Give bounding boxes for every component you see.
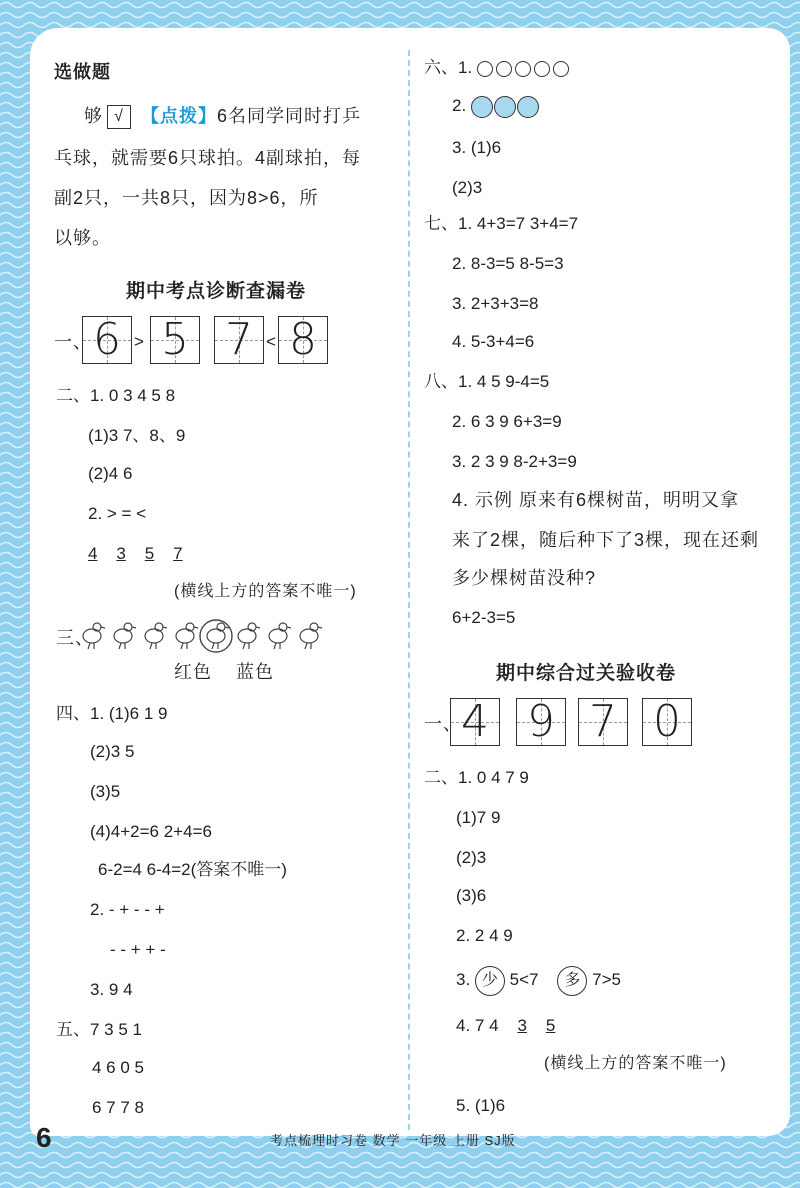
s4-line-4: (4)4+2=6 2+4=6 — [90, 822, 212, 841]
s2-line-4: 2. > = < — [88, 504, 147, 523]
digit: 5 — [161, 314, 189, 365]
s6-line-4: (2)3 — [452, 178, 483, 197]
r2-line-2: (1)7 9 — [456, 808, 501, 827]
s4-line-3: (3)5 — [90, 782, 121, 801]
r2-line-5: 2. 2 4 9 — [456, 926, 513, 945]
bird-icon — [207, 623, 229, 649]
s7-line-4: 4. 5-3+4=6 — [452, 332, 535, 351]
s8-line-3: 3. 2 3 9 8-2+3=9 — [452, 452, 577, 471]
digit: 8 — [289, 314, 317, 365]
digit-box — [278, 316, 328, 364]
compare-sign: > — [134, 332, 144, 351]
digit: 7 — [225, 314, 253, 365]
s6-line-3: 3. (1)6 — [452, 138, 502, 157]
answer-text: 4. 7 4 — [456, 1016, 499, 1035]
digit: 0 — [653, 696, 681, 747]
s2-note: (横线上方的答案不唯一) — [174, 583, 357, 600]
s4-line-2: (2)3 5 — [90, 742, 135, 761]
digit: 7 — [589, 696, 617, 747]
bird-icon — [269, 623, 291, 649]
s8-line-6: 多少棵树苗没种? — [452, 568, 597, 588]
optional-title: 选做题 — [54, 62, 111, 82]
bird-row — [80, 618, 340, 659]
bird-icon — [114, 623, 136, 649]
underlined-answer: 3 — [116, 544, 126, 563]
underlined-answer: 3 — [517, 1016, 527, 1035]
s3-label: 三、 — [56, 628, 94, 648]
column-divider — [408, 50, 410, 1130]
s4-line-6: 2. - + - - + — [90, 900, 165, 919]
digit: 6 — [93, 314, 121, 365]
blue-label: 蓝色 — [236, 662, 274, 682]
digit: 4 — [461, 696, 489, 747]
s4-line-1: 四、1. (1)6 1 9 — [56, 704, 168, 723]
digit-box — [642, 698, 692, 746]
s6-label-2: 2. — [452, 96, 467, 115]
page-number: 6 — [36, 1122, 52, 1153]
book-title: 考点梳理时习卷 数学 一年级 上册 SJ版 — [270, 1133, 516, 1148]
exam1-title: 期中考点诊断查漏卷 — [126, 281, 307, 302]
r2-line-8: 5. (1)6 — [456, 1096, 506, 1115]
enough-word: 够 — [84, 106, 103, 126]
s8-line-5: 来了2棵，随后种下了3棵，现在还剩 — [452, 530, 760, 550]
bird-icons — [80, 618, 340, 654]
s5-line-2: 4 6 0 5 — [92, 1058, 144, 1077]
tip-label: 【点拨】 — [141, 106, 218, 126]
digit: 9 — [527, 696, 555, 747]
tip-text-3: 副2只，一共8只，因为8>6，所 — [54, 188, 319, 208]
bird-icon — [238, 623, 260, 649]
s8-line-2: 2. 6 3 9 6+3=9 — [452, 412, 562, 431]
tip-text-2: 乓球，就需要6只球拍。4副球拍，每 — [54, 148, 362, 168]
s2-line-5 — [88, 542, 183, 566]
s8-line-7: 6+2-3=5 — [452, 608, 516, 627]
digit-box — [450, 698, 500, 746]
s8-line-1: 八、1. 4 5 9-4=5 — [424, 372, 550, 391]
comparison: 7>5 — [592, 970, 621, 989]
underlined-answer: 7 — [173, 544, 183, 563]
s8-line-4: 4. 示例 原来有6棵树苗，明明又拿 — [452, 490, 740, 510]
s6-label: 六、1. — [424, 58, 473, 77]
digit-box — [150, 316, 200, 364]
circled-answer: 少 — [475, 966, 505, 996]
s5-line-3: 6 7 7 8 — [92, 1098, 144, 1117]
s7-line-1: 七、1. 4+3=7 3+4=7 — [424, 214, 579, 233]
s6-line-1 — [424, 56, 572, 80]
digit-box — [516, 698, 566, 746]
check-box: √ — [107, 105, 131, 129]
underlined-answer: 5 — [545, 1016, 556, 1035]
s7-line-2: 2. 8-3=5 8-5=3 — [452, 254, 564, 273]
r2-line-4: (3)6 — [456, 886, 487, 905]
exam2-title: 期中综合过关验收卷 — [496, 663, 677, 684]
s5-line-1: 五、7 3 5 1 — [56, 1020, 142, 1039]
s4-line-8: 3. 9 4 — [90, 980, 133, 999]
r2-line-1: 二、1. 0 4 7 9 — [424, 768, 529, 787]
digit-box — [82, 316, 132, 364]
s1-label: 一、 — [54, 332, 92, 352]
comparison: 5<7 — [509, 970, 539, 989]
r2-line-3: (2)3 — [456, 848, 487, 867]
s2-line-3: (2)4 6 — [88, 464, 133, 483]
r2-line-6 — [456, 966, 621, 996]
blue-circles — [471, 96, 540, 115]
compare-sign: < — [266, 332, 276, 351]
circled-answer: 多 — [557, 966, 587, 996]
tip-line-1 — [84, 104, 361, 129]
red-label: 红色 — [174, 662, 212, 682]
s2-line-2: (1)3 7、8、9 — [88, 426, 186, 445]
digit-box — [214, 316, 264, 364]
r2-line-7 — [456, 1014, 555, 1038]
r2-note: (横线上方的答案不唯一) — [544, 1055, 727, 1072]
digit-box — [578, 698, 628, 746]
s4-line-7: - - + + - — [110, 940, 166, 959]
s7-line-3: 3. 2+3+3=8 — [452, 294, 539, 313]
bird-icon — [300, 623, 322, 649]
r1-label: 一、 — [424, 714, 462, 734]
tip-text-1: 6名同学同时打乒 — [217, 106, 362, 126]
bird-icon — [145, 623, 167, 649]
s2-line-1: 二、1. 0 3 4 5 8 — [56, 386, 176, 405]
bird-icon — [176, 623, 198, 649]
underlined-answer: 5 — [144, 544, 155, 563]
circle-row — [477, 58, 572, 77]
tip-text-4: 以够。 — [54, 228, 111, 248]
q3-label: 3. — [456, 970, 471, 989]
s6-line-2 — [452, 94, 540, 118]
bird-icon — [83, 623, 105, 649]
s4-line-5: 6-2=4 6-4=2(答案不唯一) — [98, 860, 287, 879]
underlined-answer: 4 — [88, 544, 98, 563]
